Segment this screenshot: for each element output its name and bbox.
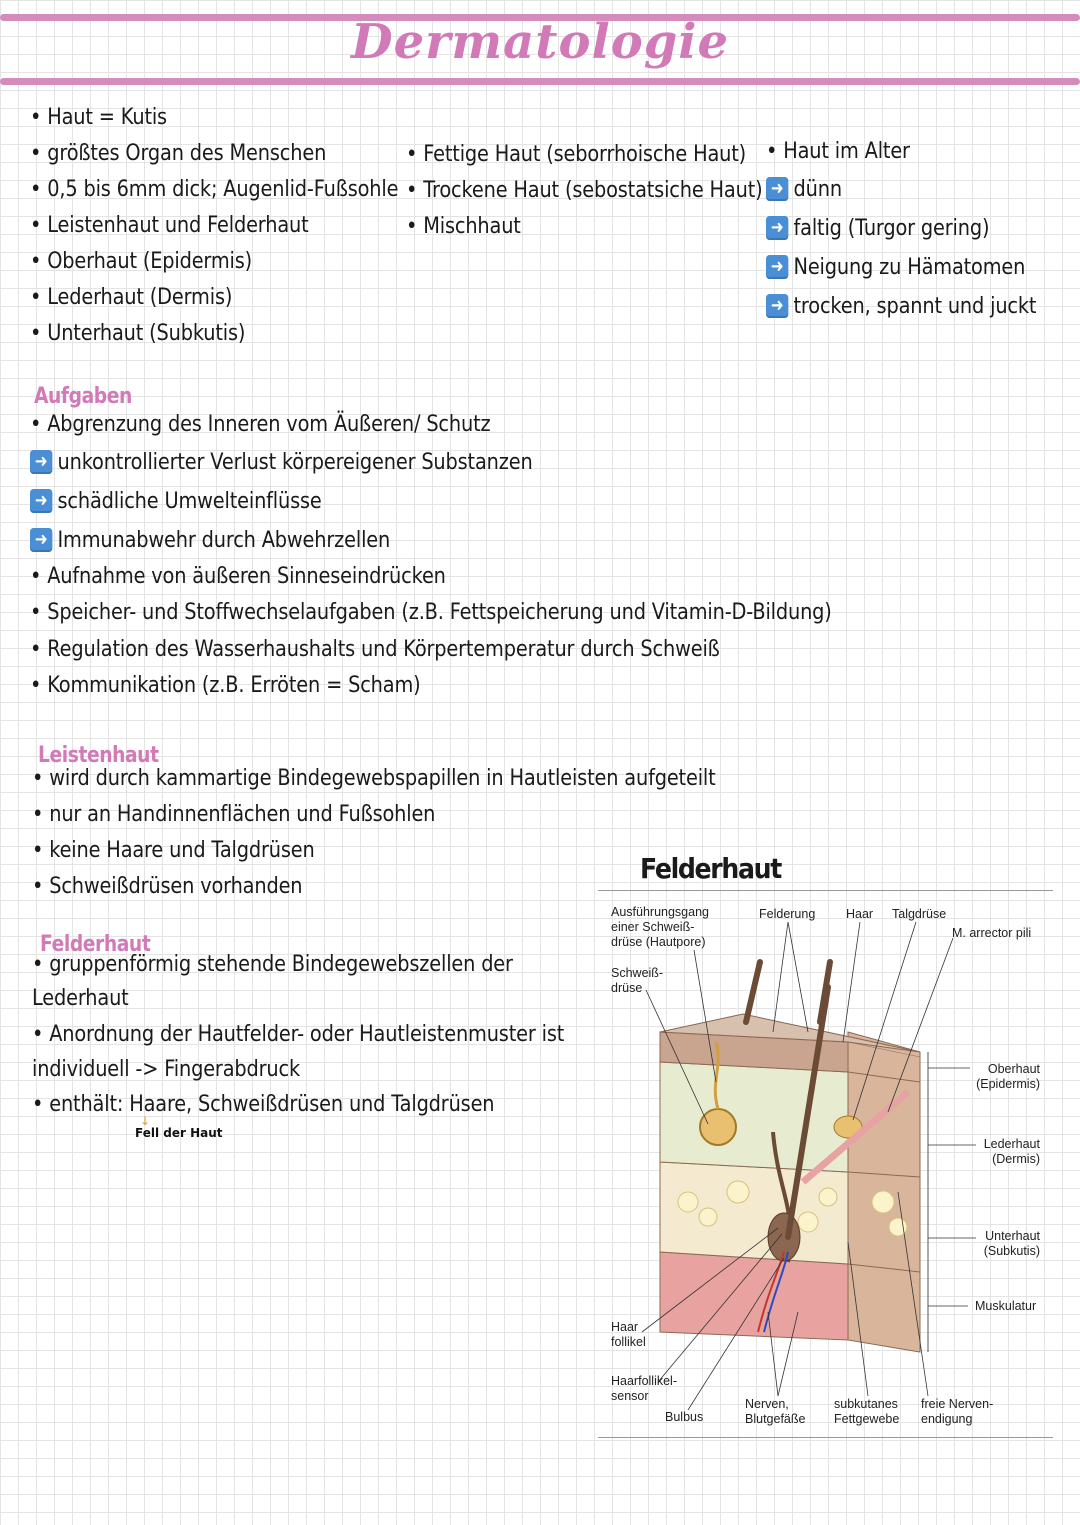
felderhaut-line: • enthält: Haare, Schweißdrüsen und Talgdrüsen xyxy=(32,1091,494,1117)
intro-item: • Leistenhaut und Felderhaut xyxy=(30,212,309,238)
aufgaben-arrow-item: ➜ Immunabwehr durch Abwehrzellen xyxy=(30,527,390,553)
figure-frame-top xyxy=(598,890,1053,891)
arrow-right-icon: ➜ xyxy=(766,216,788,240)
label-follikelsensor: Haarfollikel- sensor xyxy=(611,1374,677,1403)
aufgaben-heading: Aufgaben xyxy=(34,384,132,409)
leistenhaut-heading: Leistenhaut xyxy=(38,743,159,768)
aufgaben-item: • Regulation des Wasserhaushalts und Körpertemperatur durch Schweiß xyxy=(30,636,720,662)
subcutis-layer xyxy=(660,1162,848,1264)
arrow-right-icon: ➜ xyxy=(30,528,52,552)
aufgaben-item: • Abgrenzung des Inneren vom Äußeren/ Schutz xyxy=(30,411,490,437)
arrow-right-icon: ➜ xyxy=(766,255,788,279)
aufgaben-arrow-item: ➜ unkontrollierter Verlust körpereigener Substanzen xyxy=(30,449,533,475)
label-unterhaut: Unterhaut (Subkutis) xyxy=(983,1229,1040,1258)
arrow-right-icon: ➜ xyxy=(30,450,52,474)
label-schweissdruese: Schweiß- drüse xyxy=(611,966,664,995)
aufgaben-arrow-item: ➜ schädliche Umwelteinflüsse xyxy=(30,488,322,514)
skin-type-item: • Fettige Haut (seborrhoische Haut) xyxy=(406,141,746,167)
intro-item: • Oberhaut (Epidermis) xyxy=(30,248,252,274)
aufgaben-item: • Speicher- und Stoffwechselaufgaben (z.B. Fettspeicherung und Vitamin-D-Bildung) xyxy=(30,599,832,625)
intro-item: • Lederhaut (Dermis) xyxy=(30,284,232,310)
arrow-right-icon: ➜ xyxy=(30,489,52,513)
aufgaben-item: • Aufnahme von äußeren Sinneseindrücken xyxy=(30,563,446,589)
age-heading: • Haut im Alter xyxy=(766,138,910,164)
intro-item: • Haut = Kutis xyxy=(30,104,167,130)
felderhaut-line: individuell -> Fingerabdruck xyxy=(32,1056,301,1082)
age-item: ➜ dünn xyxy=(766,176,842,202)
leistenhaut-item: • wird durch kammartige Bindegewebspapillen in Hautleisten aufgeteilt xyxy=(32,765,716,791)
leistenhaut-item: • keine Haare und Talgdrüsen xyxy=(32,837,315,863)
intro-item: • größtes Organ des Menschen xyxy=(30,140,326,166)
label-bulbus: Bulbus xyxy=(665,1410,704,1424)
age-item: ➜ Neigung zu Hämatomen xyxy=(766,254,1025,280)
arrow-right-icon: ➜ xyxy=(766,177,788,201)
header-rule-bottom xyxy=(0,78,1080,85)
intro-item: • 0,5 bis 6mm dick; Augenlid-Fußsohle xyxy=(30,176,398,202)
skin-type-item: • Trockene Haut (sebostatsiche Haut) xyxy=(406,177,763,203)
label-ausfuehrungsgang: Ausführungsgang einer Schweiß- drüse (Hautpore) xyxy=(611,905,709,949)
label-arrector: M. arrector pili xyxy=(952,926,1032,940)
label-oberhaut: Oberhaut (Epidermis) xyxy=(976,1062,1040,1091)
label-felderung: Felderung xyxy=(759,907,816,921)
label-fettgewebe: subkutanes Fettgewebe xyxy=(834,1397,900,1426)
label-haar: Haar xyxy=(846,907,874,921)
muscle-layer xyxy=(660,1252,848,1340)
arrow-right-icon: ➜ xyxy=(766,294,788,318)
felderhaut-line: • gruppenförmig stehende Bindegewebszellen der xyxy=(32,951,513,977)
label-talgdruese: Talgdrüse xyxy=(892,907,947,921)
felderhaut-line: Lederhaut xyxy=(32,985,129,1011)
felderhaut-annotation: Fell der Haut xyxy=(135,1126,223,1140)
leistenhaut-item: • nur an Handinnenflächen und Fußsohlen xyxy=(32,801,435,827)
dermis-layer xyxy=(660,1062,848,1172)
page-title: Dermatologie xyxy=(350,14,730,70)
label-nervenendigung: freie Nerven- endigung xyxy=(921,1397,994,1426)
label-muskulatur: Muskulatur xyxy=(975,1299,1037,1313)
intro-item: • Unterhaut (Subkutis) xyxy=(30,320,245,346)
annotation-arrow-icon: ↓ xyxy=(140,1114,151,1128)
age-item: ➜ faltig (Turgor gering) xyxy=(766,215,989,241)
age-item: ➜ trocken, spannt und juckt xyxy=(766,293,1036,319)
felderhaut-heading: Felderhaut xyxy=(40,932,151,957)
label-lederhaut: Lederhaut (Dermis) xyxy=(983,1137,1040,1166)
figure-frame-bottom xyxy=(598,1437,1053,1438)
label-nerven: Nerven, Blutgefäße xyxy=(745,1397,806,1426)
felderhaut-line: • Anordnung der Hautfelder- oder Hautleistenmuster ist xyxy=(32,1021,564,1047)
leistenhaut-item: • Schweißdrüsen vorhanden xyxy=(32,873,302,899)
skin-type-item: • Mischhaut xyxy=(406,213,521,239)
label-haarfollikel: Haar follikel xyxy=(611,1320,646,1349)
aufgaben-item: • Kommunikation (z.B. Erröten = Scham) xyxy=(30,672,421,698)
figure-title: Felderhaut xyxy=(640,852,781,885)
